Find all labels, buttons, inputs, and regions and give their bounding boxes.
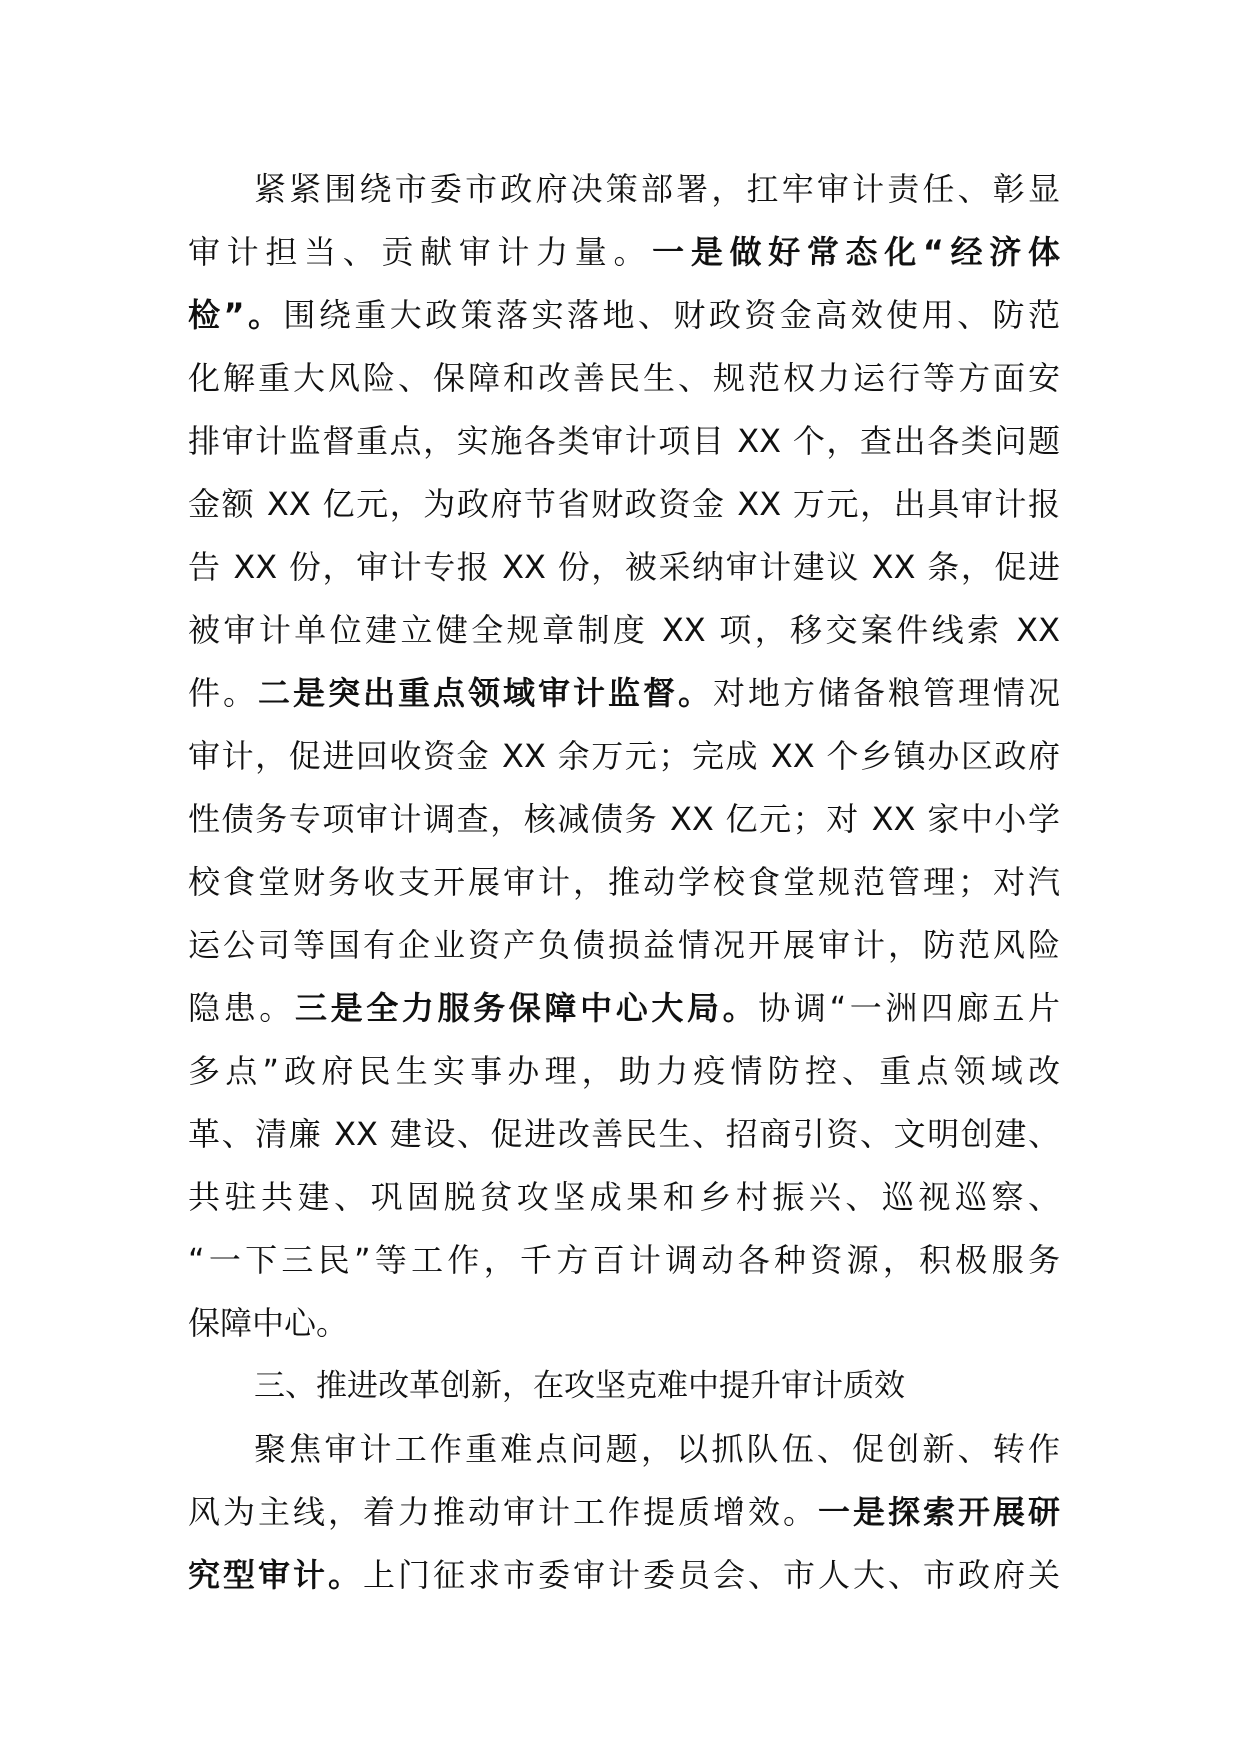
text-line: 检”。围绕重大政策落实落地、财政资金高效使用、防范	[188, 296, 1060, 334]
text-line: 共驻共建、巩固脱贫攻坚成果和乡村振兴、巡视巡察、	[188, 1178, 1060, 1216]
text-line: 审计，促进回收资金 XX 余万元；完成 XX 个乡镇办区政府	[188, 737, 1060, 775]
text-line: 隐患。三是全力服务保障中心大局。协调“一洲四廊五片	[188, 989, 1060, 1027]
bold-phrase: 三是全力服务保障中心大局。	[294, 989, 759, 1027]
text-line: 聚焦审计工作重难点问题，以抓队伍、促创新、转作	[254, 1430, 1060, 1468]
text-line: 保障中心。	[188, 1304, 349, 1342]
text-line: 件。二是突出重点领域审计监督。对地方储备粮管理情况	[188, 674, 1060, 712]
text-line: 紧紧围绕市委市政府决策部署，扛牢审计责任、彰显	[254, 170, 1060, 208]
text-line: 性债务专项审计调查，核减债务 XX 亿元；对 XX 家中小学	[188, 800, 1060, 838]
bold-phrase: 一是探索开展研	[817, 1493, 1060, 1531]
text-line: 审计担当、贡献审计力量。一是做好常态化“经济体	[188, 233, 1060, 271]
text-line: 风为主线，着力推动审计工作提质增效。一是探索开展研	[188, 1493, 1060, 1531]
bold-phrase: 二是突出重点领域审计监督。	[258, 674, 713, 712]
text-line: 被审计单位建立健全规章制度 XX 项，移交案件线索 XX	[188, 611, 1060, 649]
text-line: 运公司等国有企业资产负债损益情况开展审计，防范风险	[188, 926, 1060, 964]
bold-phrase: 一是做好常态化“经济体	[652, 233, 1060, 271]
text-line: 金额 XX 亿元，为政府节省财政资金 XX 万元，出具审计报	[188, 485, 1060, 523]
text-line: 多点”政府民生实事办理，助力疫情防控、重点领域改	[188, 1052, 1060, 1090]
text-line: 排审计监督重点，实施各类审计项目 XX 个，查出各类问题	[188, 422, 1060, 460]
text-line: “一下三民”等工作，千方百计调动各种资源，积极服务	[188, 1241, 1060, 1279]
section-heading: 三、推进改革创新，在攻坚克难中提升审计质效	[254, 1368, 905, 1404]
text-line: 校食堂财务收支开展审计，推动学校食堂规范管理；对汽	[188, 863, 1060, 901]
text-line: 化解重大风险、保障和改善民生、规范权力运行等方面安	[188, 359, 1060, 397]
text-line: 革、清廉 XX 建设、促进改善民生、招商引资、文明创建、	[188, 1115, 1060, 1153]
text-line: 告 XX 份，审计专报 XX 份，被采纳审计建议 XX 条，促进	[188, 548, 1060, 586]
document-page	[188, 158, 1060, 1607]
bold-phrase: 检”。	[188, 296, 284, 334]
bold-phrase: 究型审计。	[188, 1556, 363, 1594]
text-line: 究型审计。上门征求市委审计委员会、市人大、市政府关	[188, 1556, 1060, 1594]
